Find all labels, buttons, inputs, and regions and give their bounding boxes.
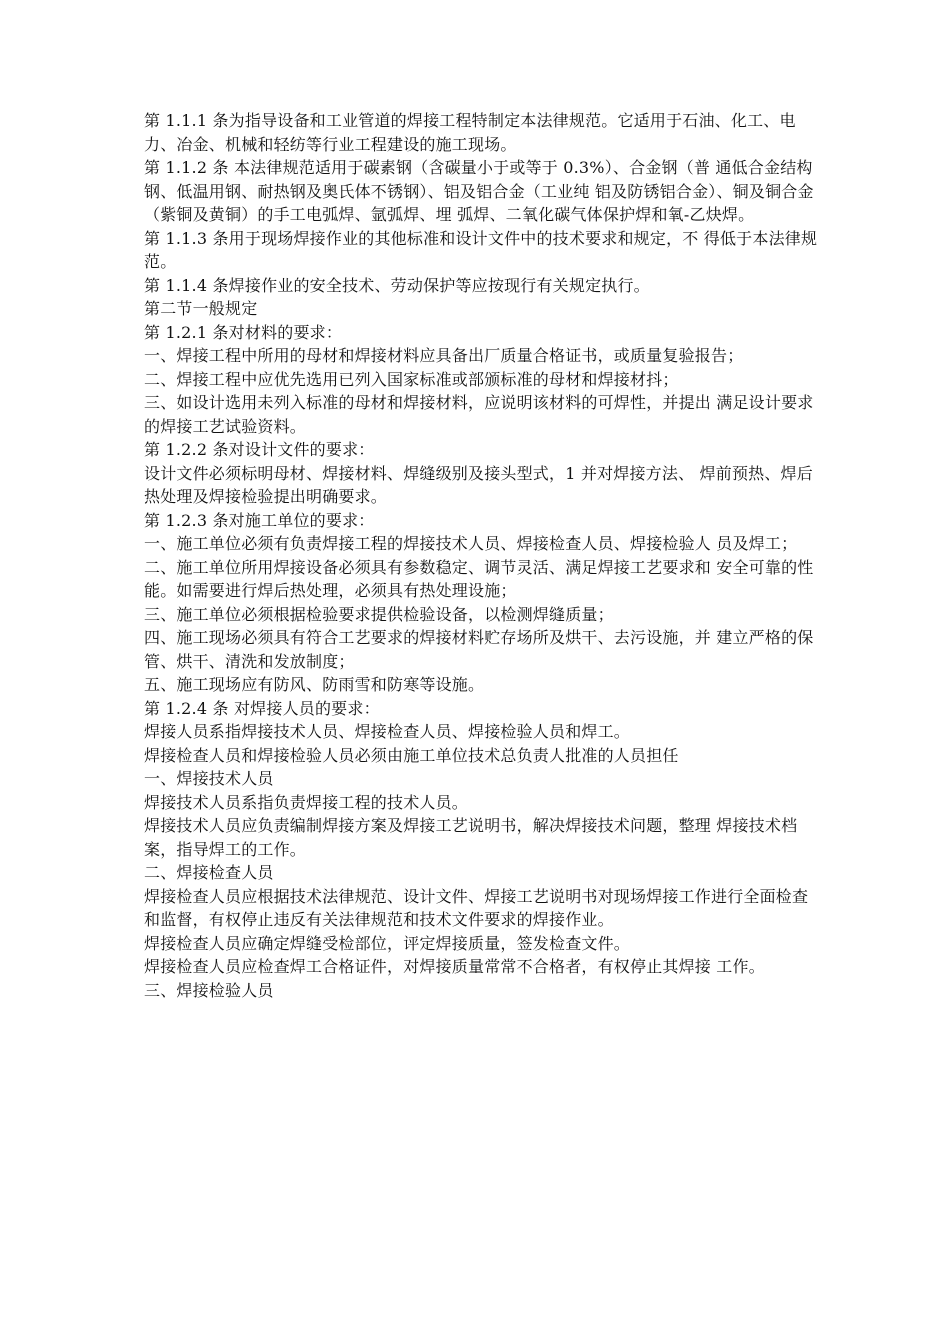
subheading: 三、焊接检验人员 [144, 980, 274, 1000]
paragraph: 焊接检查人员应确定焊缝受检部位，评定焊接质量，签发检查文件。 [144, 933, 631, 953]
paragraph: 设计文件必须标明母材、焊接材料、焊缝级别及接头型式，1 并对焊接方法、 焊前预热、焊后热处理及焊接检验提出明确要求。 [144, 463, 813, 506]
paragraph: 焊接技术人员应负责编制焊接方案及焊接工艺说明书，解决焊接技术问题，整理 焊接技术档案，指导焊工的工作。 [144, 816, 798, 859]
paragraph: 焊接人员系指焊接技术人员、焊接检查人员、焊接检验人员和焊工。 [144, 722, 631, 741]
list-item: 五、施工现场应有防风、防雨雪和防寒等设施。 [144, 675, 485, 694]
paragraph-1-2-1: 第 1.2.1 条对材料的要求： [144, 322, 343, 342]
subheading: 一、焊接技术人员 [144, 769, 274, 788]
paragraph-1-1-2: 第 1.1.2 条 本法律规范适用于碳素钢（含碳量小于或等于 0.3%）、合金钢（普 通低合金结构钢、低温用钢、耐热钢及奥氏体不锈钢）、铝及铝合金（工业纯 铝及防锈铝合金）、铜及铜合金（紫铜及黄铜）的手工电弧焊、氩弧焊、埋 弧焊、二氧化碳气体保护焊和氧-乙炔焊。 [144, 158, 814, 224]
paragraph: 焊接检查人员和焊接检验人员必须由施工单位技术总负责人批准的人员担任 [144, 745, 679, 765]
paragraph-1-1-4: 第 1.1.4 条焊接作业的安全技术、劳动保护等应按现行有关规定执行。 [144, 275, 650, 295]
paragraph: 焊接技术人员系指负责焊接工程的技术人员。 [144, 792, 469, 812]
paragraph: 焊接检查人员应根据技术法律规范、设计文件、焊接工艺说明书对现场焊接工作进行全面检查和监督，有权停止违反有关法律规范和技术文件要求的焊接作业。 [144, 886, 809, 929]
document-body [144, 109, 824, 1002]
paragraph-1-2-3: 第 1.2.3 条对施工单位的要求： [144, 510, 375, 530]
list-item: 一、施工单位必须有负责焊接工程的焊接技术人员、焊接检查人员、焊接检验人 员及焊工； [144, 534, 798, 553]
paragraph-1-1-1: 第 1.1.1 条为指导设备和工业管道的焊接工程特制定本法律规范。它适用于石油、化工、电力、冶金、机械和轻纺等行业工程建设的施工现场。 [144, 111, 796, 154]
list-item: 一、焊接工程中所用的母材和焊接材料应具备出厂质量合格证书，或质量复验报告； [144, 346, 744, 365]
paragraph-1-2-2: 第 1.2.2 条对设计文件的要求： [144, 440, 375, 459]
list-item: 三、如设计选用未列入标准的母材和焊接材料，应说明该材料的可焊性，并提出 满足设计要求的焊接工艺试验资料。 [144, 393, 814, 436]
subheading: 二、焊接检查人员 [144, 863, 274, 882]
list-item: 三、施工单位必须根据检验要求提供检验设备，以检测焊缝质量； [144, 604, 614, 624]
paragraph: 焊接检查人员应检查焊工合格证件，对焊接质量常常不合格者，有权停止其焊接 工作。 [144, 957, 765, 976]
paragraph-1-2-4: 第 1.2.4 条 对焊接人员的要求： [144, 698, 380, 718]
list-item: 二、施工单位所用焊接设备必须具有参数稳定、调节灵活、满足焊接工艺要求和 安全可靠的性能。如需要进行焊后热处理，必须具有热处理设施； [144, 557, 814, 600]
section-heading: 第二节一般规定 [144, 299, 258, 318]
paragraph-1-1-3: 第 1.1.3 条用于现场焊接作业的其他标准和设计文件中的技术要求和规定，不 得低于本法律规范。 [144, 228, 818, 271]
list-item: 二、焊接工程中应优先选用已列入国家标准或部颁标准的母材和焊接材抖； [144, 369, 679, 389]
list-item: 四、施工现场必须具有符合工艺要求的焊接材料贮存场所及烘干、去污设施，并 建立严格的保管、烘干、清洗和发放制度； [144, 628, 814, 671]
